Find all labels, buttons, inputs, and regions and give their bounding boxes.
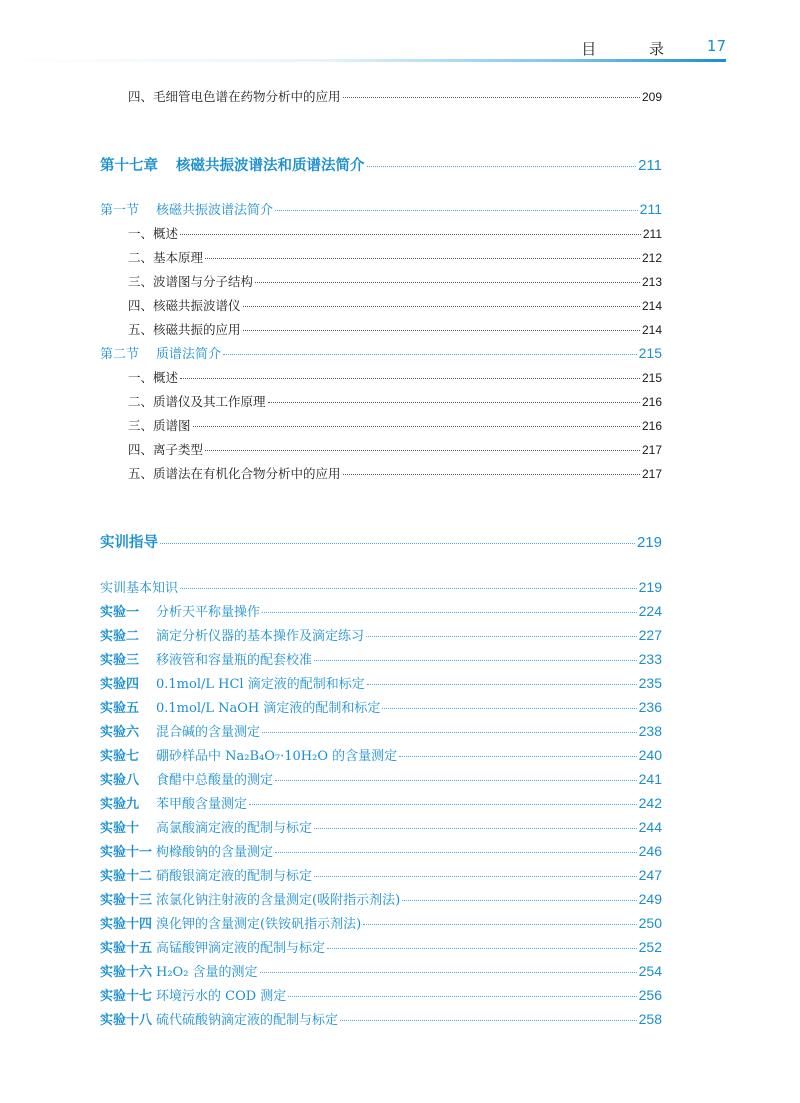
toc-page-number: 216 xyxy=(641,395,662,409)
toc-entry-label: 质谱法简介 xyxy=(156,347,222,362)
toc-page-number: 236 xyxy=(638,699,662,715)
toc-page-number: 214 xyxy=(641,323,662,337)
toc-entry-title xyxy=(100,793,247,812)
toc-entry[interactable] xyxy=(100,937,662,956)
toc-entry-title xyxy=(100,1009,338,1028)
toc-entry-number: 实验十二 xyxy=(100,869,153,884)
toc-page-number: 217 xyxy=(641,443,662,457)
toc-page-number: 219 xyxy=(638,579,662,595)
toc-entry[interactable] xyxy=(100,745,662,764)
toc-entry-number: 实验四 xyxy=(100,677,140,692)
toc-entry-title xyxy=(128,416,191,434)
toc-entry-title xyxy=(128,320,241,338)
toc-page-number: 256 xyxy=(638,987,662,1003)
dot-leader xyxy=(275,780,637,781)
toc-entry-title xyxy=(100,841,273,860)
toc-entry-title xyxy=(128,87,341,105)
toc-entry-title xyxy=(128,224,178,242)
toc-entry-label: 五、质谱法在有机化合物分析中的应用 xyxy=(128,466,341,481)
dot-leader xyxy=(343,474,640,475)
toc-entry-number: 实验十七 xyxy=(100,989,153,1004)
toc-page-number: 211 xyxy=(639,201,662,217)
toc-entry-title xyxy=(128,296,241,314)
toc-entry-title xyxy=(100,961,258,980)
dot-leader xyxy=(260,972,637,973)
toc-page-number: 254 xyxy=(638,963,662,979)
toc-entry-label: 混合碱的含量测定 xyxy=(156,725,261,740)
toc-entry-number: 实验十六 xyxy=(100,965,153,980)
dot-leader xyxy=(327,948,637,949)
toc-entry-label: H₂O₂ 含量的测定 xyxy=(156,965,258,980)
toc-entry-label: 三、波谱图与分子结构 xyxy=(128,274,254,289)
toc-entry[interactable] xyxy=(128,416,662,434)
toc-entry-label: 一、概述 xyxy=(128,226,179,241)
toc-entry[interactable] xyxy=(128,368,662,386)
toc-entry-title xyxy=(100,531,158,552)
toc-entry-title xyxy=(100,769,273,788)
toc-entry-title xyxy=(128,272,253,290)
toc-entry-title xyxy=(100,865,312,884)
toc-entry-label: 0.1mol/L NaOH 滴定液的配制和标定 xyxy=(156,701,381,716)
toc-page-number: 238 xyxy=(638,723,662,739)
toc-entry[interactable] xyxy=(100,793,662,812)
toc-entry[interactable] xyxy=(100,841,662,860)
toc-entry[interactable] xyxy=(128,296,662,314)
toc-entry-label: 食醋中总酸量的测定 xyxy=(156,773,274,788)
toc-entry-label: 苯甲酸含量测定 xyxy=(156,797,248,812)
toc-entry-title xyxy=(100,649,312,668)
toc-entry-label: 浓氯化钠注射液的含量测定(吸附指示剂法) xyxy=(156,893,401,908)
toc-entry-label: 移液管和容量瓶的配套校准 xyxy=(156,653,313,668)
toc-page-number: 235 xyxy=(638,675,662,691)
toc-page-number: 241 xyxy=(638,771,662,787)
header-title: 目 录 xyxy=(581,40,688,58)
toc-entry-number: 实验十四 xyxy=(100,917,153,932)
toc-entry-number: 实验十八 xyxy=(100,1013,153,1028)
toc-entry[interactable] xyxy=(100,1009,662,1028)
toc-page-number: 250 xyxy=(638,915,662,931)
toc-entry[interactable] xyxy=(100,601,662,620)
toc-entry-title xyxy=(128,368,178,386)
toc-entry-title xyxy=(100,154,365,175)
dot-leader xyxy=(275,852,637,853)
toc-entry[interactable] xyxy=(128,440,662,458)
dot-leader xyxy=(249,804,637,805)
toc-entry-label: 高氯酸滴定液的配制与标定 xyxy=(156,821,313,836)
dot-leader xyxy=(288,996,636,997)
toc-entry-label: 滴定分析仪器的基本操作及滴定练习 xyxy=(156,629,365,644)
toc-entry[interactable] xyxy=(100,817,662,836)
dot-leader xyxy=(205,450,640,451)
toc-entry-title xyxy=(128,248,203,266)
toc-entry-label: 二、质谱仪及其工作原理 xyxy=(128,394,266,409)
toc-page-number: 233 xyxy=(638,651,662,667)
toc-entry-title xyxy=(100,601,260,620)
toc-entry-title xyxy=(100,199,273,218)
dot-leader xyxy=(193,426,640,427)
dot-leader xyxy=(343,97,640,98)
toc-page-number: 246 xyxy=(638,843,662,859)
toc-entry-label: 分析天平称量操作 xyxy=(156,605,261,620)
toc-entry-title xyxy=(100,985,286,1004)
dot-leader xyxy=(382,708,636,709)
toc-page-number: 249 xyxy=(638,891,662,907)
toc-entry-label: 四、核磁共振波谱仪 xyxy=(128,298,241,313)
toc-entry[interactable] xyxy=(100,889,662,908)
dot-leader xyxy=(223,354,637,355)
dot-leader xyxy=(363,924,636,925)
dot-leader xyxy=(262,612,637,613)
toc-entry[interactable] xyxy=(128,320,662,338)
toc-entry[interactable] xyxy=(100,721,662,740)
toc-entry-title xyxy=(100,673,365,692)
toc-entry-number: 实验一 xyxy=(100,605,140,620)
toc-entry-number: 实验十五 xyxy=(100,941,153,956)
dot-leader xyxy=(180,234,641,235)
toc-entry-number: 实验八 xyxy=(100,773,140,788)
dot-leader xyxy=(205,258,640,259)
toc-entry[interactable] xyxy=(128,87,662,105)
toc-entry-number: 实验九 xyxy=(100,797,140,812)
toc-entry[interactable] xyxy=(128,464,662,482)
toc-entry[interactable] xyxy=(100,697,662,716)
dot-leader xyxy=(180,378,640,379)
toc-entry[interactable] xyxy=(100,961,662,980)
toc-page-number: 216 xyxy=(641,419,662,433)
toc-page-number: 211 xyxy=(642,227,662,241)
toc-entry-title xyxy=(100,625,364,644)
dot-leader xyxy=(402,900,636,901)
toc-entry-label: 二、基本原理 xyxy=(128,250,204,265)
toc-entry-label: 硫代硫酸钠滴定液的配制与标定 xyxy=(156,1013,339,1028)
header-page-number: 17 xyxy=(706,37,726,55)
toc-page-number: 242 xyxy=(638,795,662,811)
toc-entry-title xyxy=(100,721,260,740)
toc-entry[interactable] xyxy=(100,343,662,362)
toc-entry-label: 实训基本知识 xyxy=(100,581,179,596)
toc-entry[interactable] xyxy=(100,913,662,932)
toc-page-number: 240 xyxy=(638,747,662,763)
toc-entry-label: 硼砂样品中 Na₂B₄O₇·10H₂O 的含量测定 xyxy=(156,749,398,764)
toc-entry-number: 实验十 xyxy=(100,821,140,836)
toc-entry-label: 四、毛细管电色谱在药物分析中的应用 xyxy=(128,89,341,104)
dot-leader xyxy=(314,828,637,829)
toc-entry[interactable] xyxy=(100,154,662,175)
toc-page-number: 215 xyxy=(641,371,662,385)
toc-page-number: 227 xyxy=(638,627,662,643)
toc-entry-title xyxy=(100,937,325,956)
toc-entry[interactable] xyxy=(100,673,662,692)
toc-entry-title xyxy=(100,889,400,908)
dot-leader xyxy=(314,876,637,877)
toc-entry[interactable] xyxy=(100,985,662,1004)
toc-page-number: 217 xyxy=(641,467,662,481)
toc-entry-number: 实验二 xyxy=(100,629,140,644)
dot-leader xyxy=(268,402,640,403)
toc-entry-number: 第二节 xyxy=(100,347,140,362)
toc-page-number: 258 xyxy=(638,1011,662,1027)
toc-entry-label: 三、质谱图 xyxy=(128,418,191,433)
toc-entry-label: 五、核磁共振的应用 xyxy=(128,322,241,337)
toc-entry[interactable] xyxy=(100,625,662,644)
toc-entry-title xyxy=(100,913,361,932)
toc-page-number: 224 xyxy=(638,603,662,619)
toc-entry-label: 一、概述 xyxy=(128,370,179,385)
toc-entry-number: 实验三 xyxy=(100,653,140,668)
dot-leader xyxy=(340,1020,637,1021)
dot-leader xyxy=(314,660,637,661)
dot-leader xyxy=(180,588,637,589)
dot-leader xyxy=(243,306,640,307)
toc-page-number: 252 xyxy=(638,939,662,955)
toc-page-number: 209 xyxy=(641,90,662,104)
toc-entry-title xyxy=(128,392,266,410)
toc-entry-number: 实验六 xyxy=(100,725,140,740)
toc-page-number: 247 xyxy=(638,867,662,883)
toc-entry-number: 第十七章 xyxy=(100,158,158,174)
toc-entry-label: 枸橼酸钠的含量测定 xyxy=(156,845,274,860)
toc-entry[interactable] xyxy=(100,577,662,596)
dot-leader xyxy=(367,684,637,685)
toc-entry-number: 实验七 xyxy=(100,749,140,764)
toc-page-number: 213 xyxy=(641,275,662,289)
toc-entry-number: 实验十一 xyxy=(100,845,153,860)
toc-entry[interactable] xyxy=(100,865,662,884)
toc-entry-title xyxy=(100,817,312,836)
toc-page-number: 214 xyxy=(641,299,662,313)
toc-entry-label: 实训指导 xyxy=(100,535,158,551)
dot-leader xyxy=(243,330,640,331)
toc-entry-label: 硝酸银滴定液的配制与标定 xyxy=(156,869,313,884)
toc-page-number: 215 xyxy=(638,345,662,361)
toc-entry-label: 核磁共振波谱法简介 xyxy=(156,203,274,218)
dot-leader xyxy=(366,636,637,637)
dot-leader xyxy=(275,210,638,211)
toc-entry[interactable] xyxy=(100,531,662,552)
toc-entry-title xyxy=(100,697,380,716)
toc-entry-title xyxy=(128,464,341,482)
toc-entry[interactable] xyxy=(100,199,662,218)
dot-leader xyxy=(255,282,640,283)
toc-entry-label: 溴化钾的含量测定(铁铵矾指示剂法) xyxy=(156,917,362,932)
toc-entry[interactable] xyxy=(100,769,662,788)
toc-entry[interactable] xyxy=(128,224,662,242)
toc-entry-title xyxy=(100,745,397,764)
toc-entry-number: 实验五 xyxy=(100,701,140,716)
toc-entry-label: 0.1mol/L HCl 滴定液的配制和标定 xyxy=(156,677,365,692)
dot-leader xyxy=(399,756,637,757)
dot-leader xyxy=(367,166,637,167)
toc-entry-title xyxy=(100,577,178,596)
toc-entry-number: 实验十三 xyxy=(100,893,153,908)
toc-entry-label: 核磁共振波谱法和质谱法简介 xyxy=(176,158,365,174)
toc-entry[interactable] xyxy=(128,392,662,410)
toc-entry[interactable] xyxy=(128,272,662,290)
toc-page-number: 244 xyxy=(638,819,662,835)
toc-entry-label: 环境污水的 COD 测定 xyxy=(156,989,287,1004)
toc-entry-number: 第一节 xyxy=(100,203,140,218)
toc-entry[interactable] xyxy=(128,248,662,266)
toc-page-number: 219 xyxy=(636,534,662,551)
toc-page-number: 212 xyxy=(641,251,662,265)
dot-leader xyxy=(262,732,637,733)
dot-leader xyxy=(160,543,635,544)
toc-page-number: 211 xyxy=(638,157,662,174)
toc-entry-label: 高锰酸钾滴定液的配制与标定 xyxy=(156,941,326,956)
toc-entry[interactable] xyxy=(100,649,662,668)
toc-entry-label: 四、离子类型 xyxy=(128,442,204,457)
toc-entry-title xyxy=(128,440,203,458)
toc-entry-title xyxy=(100,343,221,362)
